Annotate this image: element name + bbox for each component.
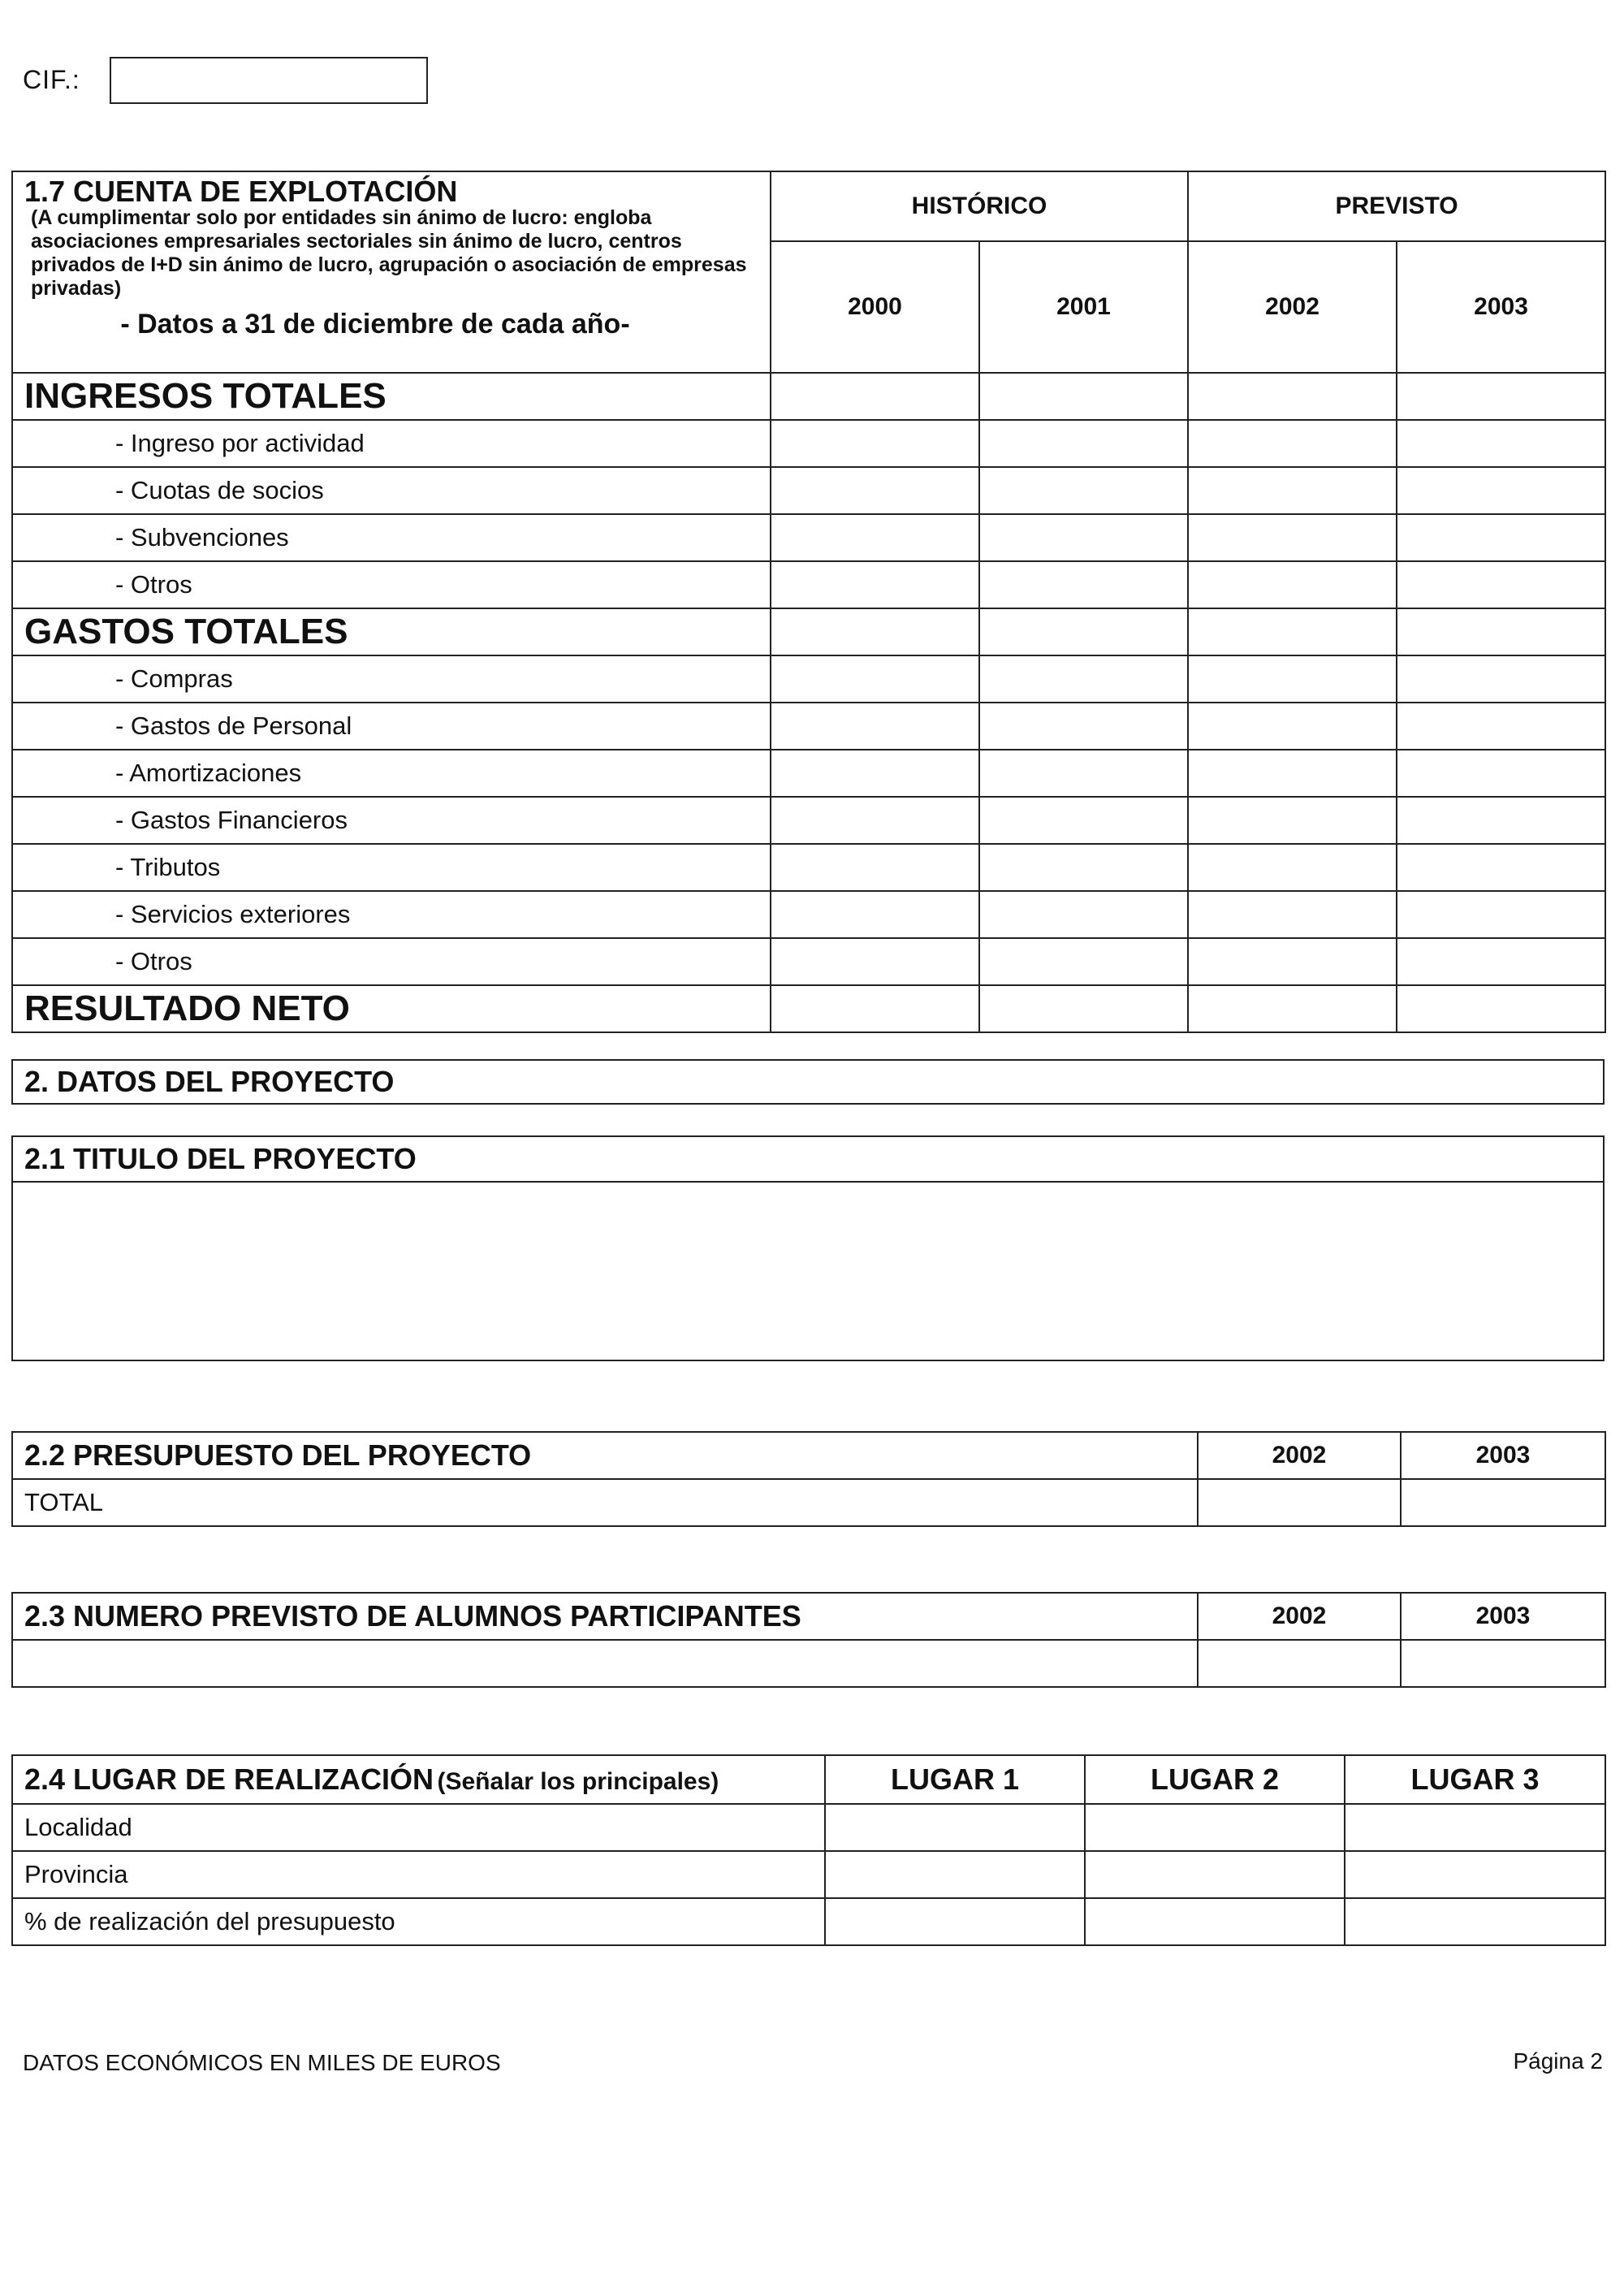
table-row bbox=[12, 844, 1605, 891]
value-cell[interactable] bbox=[1188, 467, 1397, 514]
titulo-proyecto-title: 2.1 TITULO DEL PROYECTO bbox=[12, 1136, 1604, 1182]
year-header: 2003 bbox=[1401, 1432, 1605, 1479]
value-cell[interactable] bbox=[825, 1804, 1085, 1851]
alumnos-table bbox=[11, 1592, 1606, 1688]
cuenta-title: 1.7 CUENTA DE EXPLOTACIÓN bbox=[24, 175, 458, 208]
value-cell[interactable] bbox=[1085, 1898, 1345, 1945]
value-cell[interactable] bbox=[1085, 1804, 1345, 1851]
value-cell[interactable] bbox=[979, 608, 1188, 655]
presupuesto-table bbox=[11, 1431, 1606, 1527]
lugar-title-cell bbox=[12, 1755, 825, 1804]
table-row bbox=[12, 1851, 1605, 1898]
value-cell[interactable] bbox=[1188, 703, 1397, 750]
value-cell[interactable] bbox=[771, 420, 979, 467]
value-cell[interactable] bbox=[979, 938, 1188, 985]
value-cell[interactable] bbox=[1198, 1640, 1401, 1687]
value-cell[interactable] bbox=[771, 844, 979, 891]
table-row bbox=[12, 514, 1605, 561]
value-cell[interactable] bbox=[1188, 844, 1397, 891]
table-row bbox=[12, 467, 1605, 514]
table-row bbox=[12, 797, 1605, 844]
titulo-proyecto-field[interactable] bbox=[12, 1182, 1604, 1360]
resultado-neto-label: RESULTADO NETO bbox=[12, 985, 771, 1032]
row-label: Provincia bbox=[12, 1851, 825, 1898]
value-cell[interactable] bbox=[771, 703, 979, 750]
value-cell[interactable] bbox=[979, 797, 1188, 844]
table-row bbox=[12, 1898, 1605, 1945]
value-cell[interactable] bbox=[1345, 1898, 1605, 1945]
value-cell[interactable] bbox=[1345, 1851, 1605, 1898]
table-row bbox=[12, 938, 1605, 985]
value-cell[interactable] bbox=[979, 703, 1188, 750]
table-row bbox=[12, 703, 1605, 750]
table-row bbox=[12, 1479, 1605, 1526]
presupuesto-title: 2.2 PRESUPUESTO DEL PROYECTO bbox=[12, 1432, 1198, 1479]
cuenta-date-note: - Datos a 31 de diciembre de cada año- bbox=[120, 309, 630, 340]
year-header: 2003 bbox=[1397, 241, 1605, 373]
year-header: 2000 bbox=[771, 241, 979, 373]
lugar-title-note: (Señalar los principales) bbox=[437, 1768, 719, 1795]
value-cell[interactable] bbox=[1198, 1479, 1401, 1526]
row-label: - Gastos Financieros bbox=[12, 797, 771, 844]
cuenta-header-cell bbox=[12, 171, 771, 373]
lugar-table bbox=[11, 1754, 1606, 1946]
value-cell[interactable] bbox=[1188, 797, 1397, 844]
gastos-totales-label: GASTOS TOTALES bbox=[12, 608, 771, 655]
value-cell[interactable] bbox=[771, 655, 979, 703]
value-cell[interactable] bbox=[771, 985, 979, 1032]
cif-input[interactable] bbox=[110, 57, 428, 104]
year-header: 2002 bbox=[1198, 1432, 1401, 1479]
alumnos-title: 2.3 NUMERO PREVISTO DE ALUMNOS PARTICIPANTES bbox=[12, 1593, 1198, 1640]
lugar-column-header: LUGAR 1 bbox=[825, 1755, 1085, 1804]
value-cell[interactable] bbox=[1397, 844, 1605, 891]
year-header: 2003 bbox=[1401, 1593, 1605, 1640]
row-label: - Amortizaciones bbox=[12, 750, 771, 797]
row-label: - Tributos bbox=[12, 844, 771, 891]
value-cell[interactable] bbox=[1397, 514, 1605, 561]
total-label: TOTAL bbox=[12, 1479, 1198, 1526]
row-label: - Compras bbox=[12, 655, 771, 703]
value-cell[interactable] bbox=[1188, 373, 1397, 420]
historico-header: HISTÓRICO bbox=[771, 171, 1188, 241]
cuenta-explotacion-table bbox=[11, 171, 1606, 1033]
value-cell[interactable] bbox=[1188, 985, 1397, 1032]
value-cell[interactable] bbox=[1345, 1804, 1605, 1851]
value-cell[interactable] bbox=[1188, 420, 1397, 467]
value-cell[interactable] bbox=[1188, 750, 1397, 797]
value-cell[interactable] bbox=[771, 891, 979, 938]
value-cell[interactable] bbox=[979, 844, 1188, 891]
table-row bbox=[12, 891, 1605, 938]
value-cell[interactable] bbox=[771, 467, 979, 514]
value-cell[interactable] bbox=[979, 985, 1188, 1032]
lugar-column-header: LUGAR 2 bbox=[1085, 1755, 1345, 1804]
value-cell[interactable] bbox=[771, 797, 979, 844]
value-cell[interactable] bbox=[1397, 938, 1605, 985]
lugar-title: 2.4 LUGAR DE REALIZACIÓN bbox=[24, 1762, 434, 1796]
value-cell[interactable] bbox=[1397, 655, 1605, 703]
value-cell[interactable] bbox=[1188, 608, 1397, 655]
row-label: % de realización del presupuesto bbox=[12, 1898, 825, 1945]
table-row bbox=[12, 1804, 1605, 1851]
value-cell[interactable] bbox=[979, 655, 1188, 703]
value-cell[interactable] bbox=[771, 514, 979, 561]
value-cell[interactable] bbox=[771, 608, 979, 655]
row-label: - Otros bbox=[12, 938, 771, 985]
value-cell[interactable] bbox=[12, 1640, 1198, 1687]
value-cell[interactable] bbox=[771, 561, 979, 608]
ingresos-totales-label: INGRESOS TOTALES bbox=[12, 373, 771, 420]
value-cell[interactable] bbox=[1397, 420, 1605, 467]
value-cell[interactable] bbox=[771, 373, 979, 420]
value-cell[interactable] bbox=[1188, 561, 1397, 608]
table-row bbox=[12, 655, 1605, 703]
value-cell[interactable] bbox=[1188, 938, 1397, 985]
value-cell[interactable] bbox=[1188, 514, 1397, 561]
value-cell[interactable] bbox=[1397, 561, 1605, 608]
row-label: - Ingreso por actividad bbox=[12, 420, 771, 467]
value-cell[interactable] bbox=[1397, 985, 1605, 1032]
table-row bbox=[12, 420, 1605, 467]
value-cell[interactable] bbox=[1397, 703, 1605, 750]
cuenta-note: (A cumplimentar solo por entidades sin ánimo de lucro: engloba asociaciones empresariales sectoriales sin ánimo de lucro, centros privados de I+D sin ánimo de lucro, agrupación o asociación de empresas privadas) bbox=[31, 206, 747, 300]
year-header: 2002 bbox=[1188, 241, 1397, 373]
value-cell[interactable] bbox=[771, 750, 979, 797]
value-cell[interactable] bbox=[979, 891, 1188, 938]
row-label: - Cuotas de socios bbox=[12, 467, 771, 514]
value-cell[interactable] bbox=[1188, 891, 1397, 938]
previsto-header: PREVISTO bbox=[1188, 171, 1605, 241]
row-label: - Subvenciones bbox=[12, 514, 771, 561]
lugar-column-header: LUGAR 3 bbox=[1345, 1755, 1605, 1804]
row-label: - Otros bbox=[12, 561, 771, 608]
value-cell[interactable] bbox=[979, 467, 1188, 514]
table-row bbox=[12, 750, 1605, 797]
year-header: 2002 bbox=[1198, 1593, 1401, 1640]
table-row bbox=[12, 985, 1605, 1032]
year-header: 2001 bbox=[979, 241, 1188, 373]
row-label: - Gastos de Personal bbox=[12, 703, 771, 750]
value-cell[interactable] bbox=[1401, 1640, 1605, 1687]
page-number: Página 2 bbox=[1513, 2048, 1603, 2074]
footer-note: DATOS ECONÓMICOS EN MILES DE EUROS bbox=[23, 2050, 501, 2075]
value-cell[interactable] bbox=[979, 373, 1188, 420]
value-cell[interactable] bbox=[1085, 1851, 1345, 1898]
cif-label: CIF.: bbox=[23, 65, 80, 94]
value-cell[interactable] bbox=[1397, 373, 1605, 420]
value-cell[interactable] bbox=[771, 938, 979, 985]
datos-proyecto-title: 2. DATOS DEL PROYECTO bbox=[24, 1065, 395, 1098]
row-label: - Servicios exteriores bbox=[12, 891, 771, 938]
value-cell[interactable] bbox=[979, 420, 1188, 467]
titulo-proyecto-table bbox=[11, 1135, 1605, 1361]
table-row bbox=[12, 1640, 1605, 1687]
value-cell[interactable] bbox=[1188, 655, 1397, 703]
value-cell[interactable] bbox=[1397, 750, 1605, 797]
datos-proyecto-header bbox=[11, 1059, 1605, 1105]
value-cell[interactable] bbox=[1397, 467, 1605, 514]
value-cell[interactable] bbox=[825, 1851, 1085, 1898]
row-label: Localidad bbox=[12, 1804, 825, 1851]
table-row bbox=[12, 561, 1605, 608]
value-cell[interactable] bbox=[979, 750, 1188, 797]
value-cell[interactable] bbox=[1397, 608, 1605, 655]
table-row bbox=[12, 608, 1605, 655]
value-cell[interactable] bbox=[1401, 1479, 1605, 1526]
value-cell[interactable] bbox=[979, 561, 1188, 608]
value-cell[interactable] bbox=[1397, 797, 1605, 844]
value-cell[interactable] bbox=[979, 514, 1188, 561]
table-row bbox=[12, 373, 1605, 420]
value-cell[interactable] bbox=[825, 1898, 1085, 1945]
value-cell[interactable] bbox=[1397, 891, 1605, 938]
